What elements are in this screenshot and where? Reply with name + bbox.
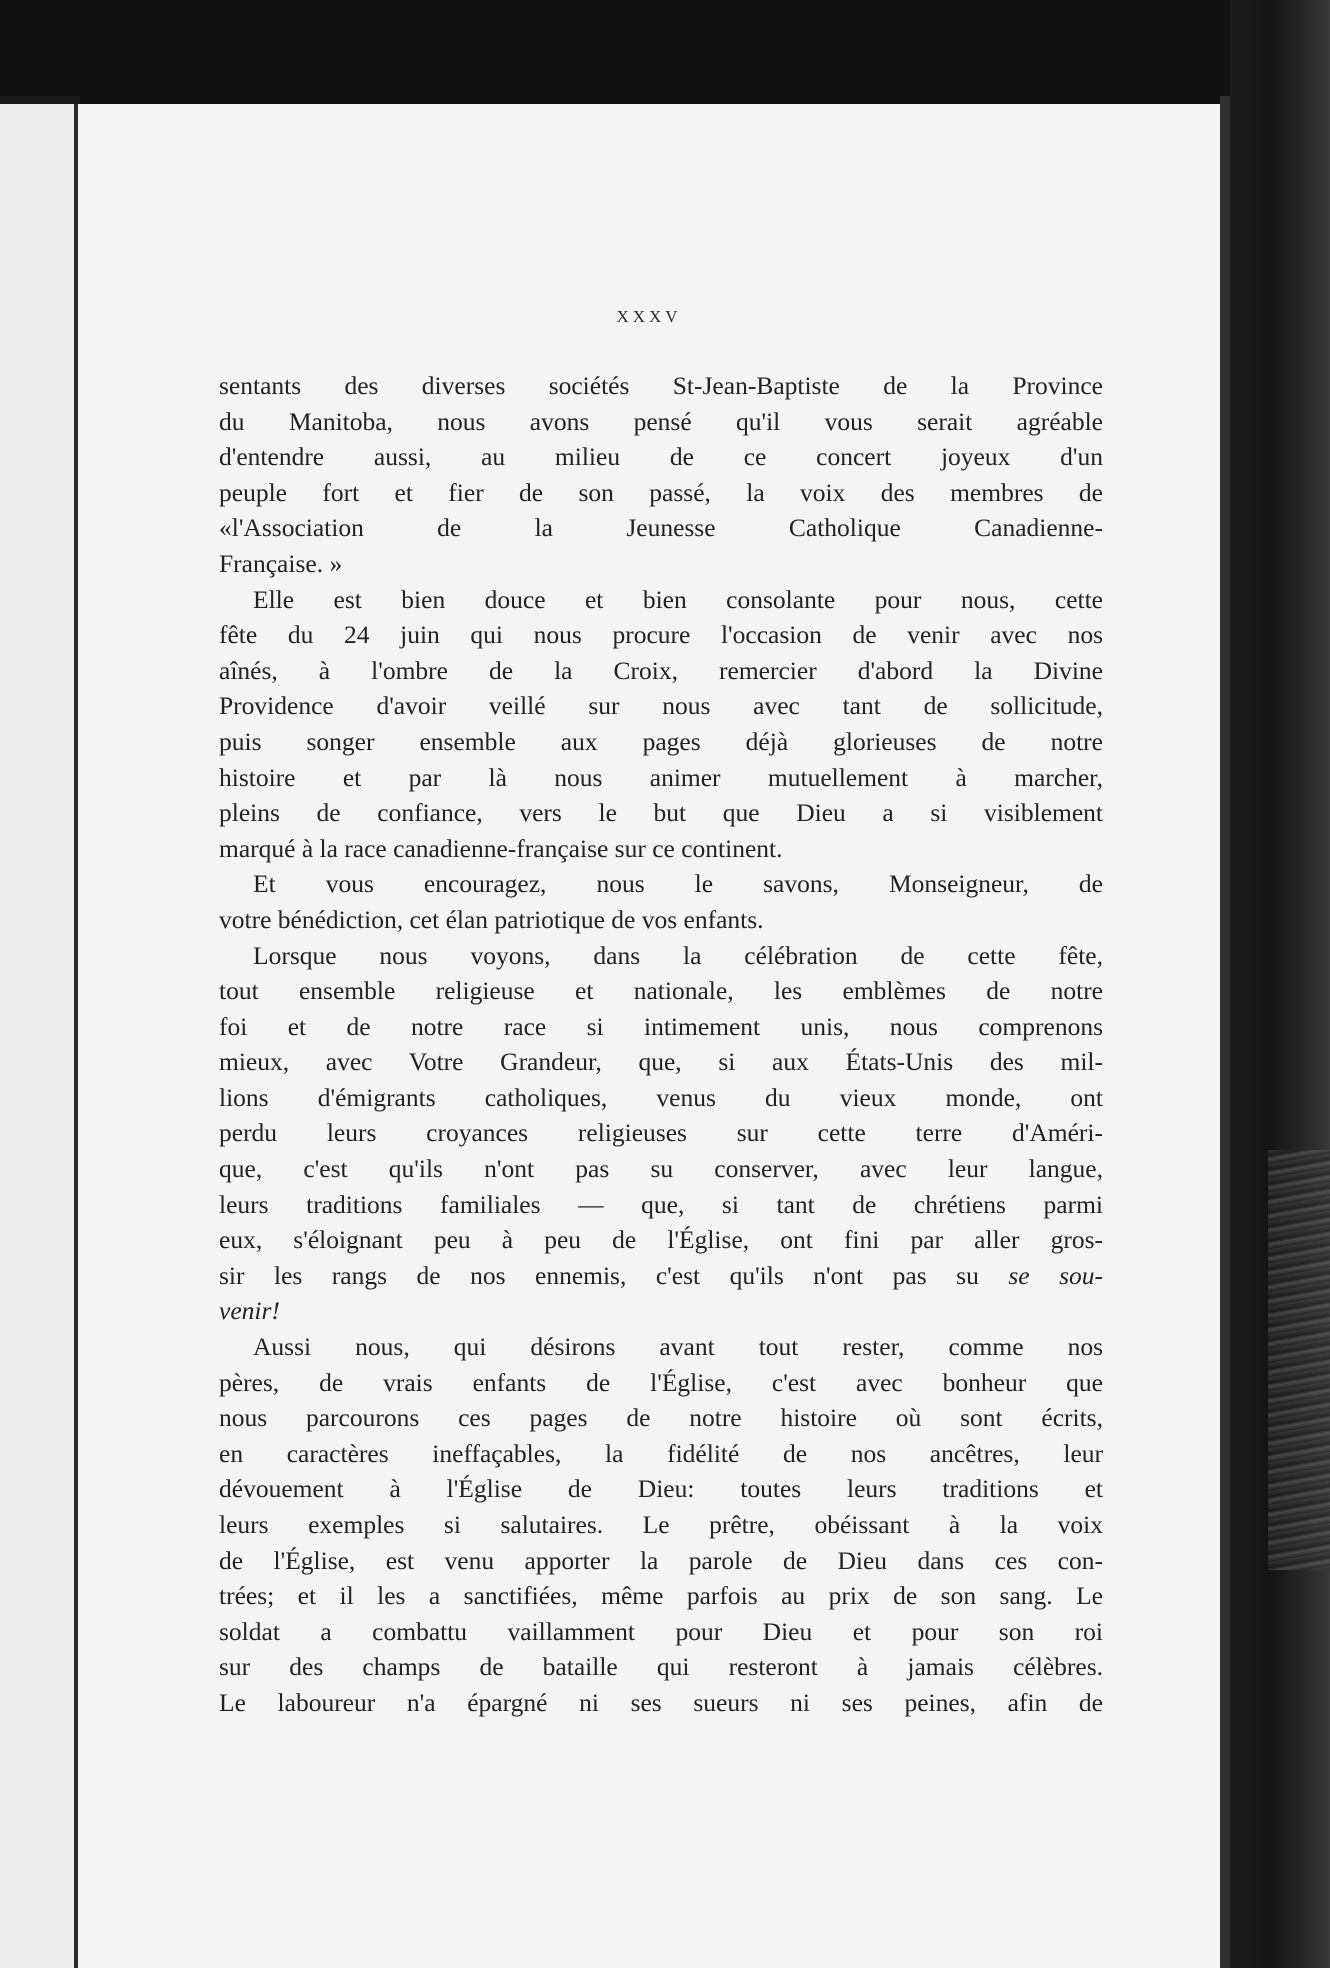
text-line: Française. »	[219, 548, 343, 578]
text-line: fête du 24 juin qui nous procure l'occasion de venir avec nos	[219, 620, 1103, 650]
text-line	[219, 1258, 1103, 1294]
text-line: du Manitoba, nous avons pensé qu'il vous serait agréable	[219, 406, 1103, 436]
text-line: tout ensemble religieuse et nationale, les emblèmes de notre	[219, 976, 1103, 1006]
paragraph-start: Aussi nous, qui désirons avant tout rester, comme nos	[253, 1332, 1103, 1362]
text-line: peuple fort et fier de son passé, la voix des membres de	[219, 477, 1103, 507]
text-line: Le laboureur n'a épargné ni ses sueurs ni ses peines, afin de	[219, 1687, 1103, 1717]
italic-text: venir!	[219, 1296, 280, 1326]
text-line: leurs exemples si salutaires. Le prêtre, obéissant à la voix	[219, 1510, 1103, 1539]
text-line: sentants des diverses sociétés St-Jean-Baptiste de la Province	[219, 371, 1103, 400]
text-line: lions d'émigrants catholiques, venus du vieux monde, ont	[219, 1082, 1103, 1112]
body-text	[219, 368, 1103, 1721]
text-line: nous parcourons ces pages de notre histoire où sont écrits,	[219, 1403, 1103, 1433]
text-line: sur des champs de bataille qui resteront à jamais célèbres.	[219, 1652, 1103, 1682]
text-line: que, c'est qu'ils n'ont pas su conserver, avec leur langue,	[219, 1154, 1103, 1184]
text-line: d'entendre aussi, au milieu de ce concert joyeux d'un	[219, 442, 1103, 472]
scan-background	[1230, 0, 1330, 1968]
text-line: pères, de vrais enfants de l'Église, c'est avec bonheur que	[219, 1367, 1103, 1397]
text-line: eux, s'éloignant peu à peu de l'Église, ont fini par aller gros-	[219, 1225, 1103, 1255]
text-line: mieux, avec Votre Grandeur, que, si aux États-Unis des mil-	[219, 1047, 1103, 1077]
left-page-shadow	[0, 96, 80, 104]
text-line: soldat a combattu vaillamment pour Dieu et pour son roi	[219, 1616, 1103, 1646]
text-line: aînés, à l'ombre de la Croix, remercier d'abord la Divine	[219, 655, 1103, 685]
text-line: puis songer ensemble aux pages déjà glorieuses de notre	[219, 726, 1103, 756]
text-line: marqué à la race canadienne-française sur ce continent.	[219, 833, 783, 863]
text-line: en caractères ineffaçables, la fidélité de nos ancêtres, leur	[219, 1438, 1103, 1468]
text-line: trées; et il les a sanctifiées, même parfois au prix de son sang. Le	[219, 1581, 1103, 1611]
right-edge-shadow	[1220, 96, 1230, 1968]
text-line: foi et de notre race si intimement unis, nous comprenons	[219, 1011, 1103, 1041]
text-line: votre bénédiction, cet élan patriotique de vos enfants.	[219, 904, 764, 934]
paragraph-start: Elle est bien douce et bien consolante pour nous, cette	[253, 584, 1103, 614]
text-line: Providence d'avoir veillé sur nous avec tant de sollicitude,	[219, 691, 1103, 721]
paragraph-start: Lorsque nous voyons, dans la célébration de cette fête,	[253, 940, 1103, 970]
book-page	[78, 104, 1220, 1968]
page-number: XXXV	[616, 307, 682, 326]
text-line: pleins de confiance, vers le but que Dieu a si visiblement	[219, 798, 1103, 828]
text-line: perdu leurs croyances religieuses sur cette terre d'Améri-	[219, 1118, 1103, 1148]
text-line	[219, 1293, 1103, 1329]
paragraph-start: Et vous encouragez, nous le savons, Monseigneur, de	[253, 869, 1103, 899]
text-line: dévouement à l'Église de Dieu: toutes leurs traditions et	[219, 1474, 1103, 1504]
text-line: leurs traditions familiales — que, si tant de chrétiens parmi	[219, 1189, 1103, 1219]
text-line: de l'Église, est venu apporter la parole de Dieu dans ces con-	[219, 1545, 1103, 1575]
italic-text: se sou-	[1008, 1260, 1103, 1290]
left-page-edge	[0, 104, 74, 1968]
scan-artifact	[1268, 1150, 1330, 1570]
text-line: «l'Association de la Jeunesse Catholique Canadienne-	[219, 513, 1103, 543]
text-line: histoire et par là nous animer mutuellement à marcher,	[219, 762, 1103, 792]
text-fragment: sir les rangs de nos ennemis, c'est qu'ils n'ont pas su	[219, 1260, 979, 1290]
